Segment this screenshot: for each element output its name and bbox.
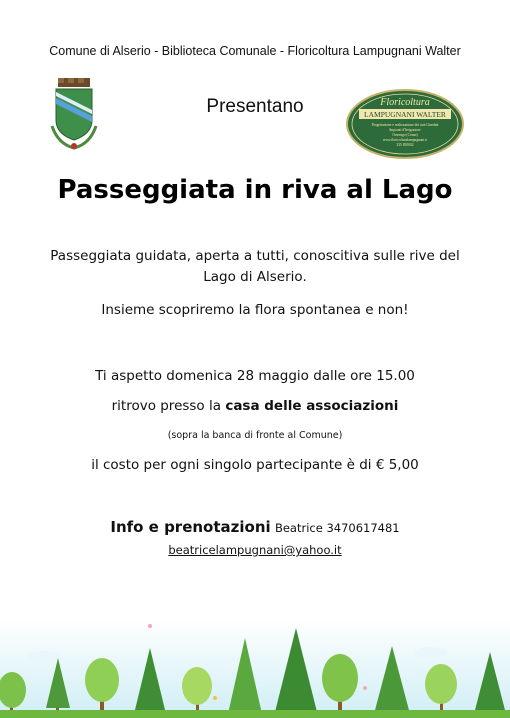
logo-line2: Impianti d'Irrigazione	[389, 128, 421, 132]
event-title: Passeggiata in riva al Lago	[57, 175, 453, 205]
event-cost: il costo per ogni singolo partecipante è di € 5,00	[91, 457, 419, 473]
meeting-line	[0, 396, 510, 417]
meeting-note: (sopra la banca di fronte al Comune)	[167, 430, 343, 441]
logo-brand-name: LAMPUGNANI WALTER	[364, 110, 446, 119]
organizers-line: Comune di Alserio - Biblioteca Comunale - Floricoltura Lampugnani Walter	[49, 44, 461, 58]
meeting-place: casa delle associazioni	[225, 398, 399, 414]
logo-line4: www.floricolturalampugnani.it	[382, 138, 428, 142]
contact-line	[0, 517, 510, 539]
event-description: Passeggiata guidata, aperta a tutti, conoscitiva sulle rive del Lago di Alserio.	[50, 248, 460, 285]
contact-person: Beatrice 3470617481	[274, 521, 400, 535]
event-tagline: Insieme scopriremo la flora spontanea e non!	[101, 302, 409, 318]
contact-email-link[interactable]: beatricelampugnani@yahoo.it	[168, 543, 342, 557]
event-when: Ti aspetto domenica 28 maggio dalle ore 15.00	[95, 368, 415, 384]
meeting-prefix: ritrovo presso la	[111, 398, 226, 414]
forest-illustration	[0, 618, 510, 718]
presents-label: Presentano	[206, 96, 304, 117]
logo-line1: Progettazione e realizzazione dei tuoi Giardini	[371, 123, 439, 127]
floricoltura-logo	[345, 88, 465, 160]
logo-brand-top: Floricoltura	[380, 97, 430, 108]
logo-line5: 335 850002	[396, 143, 414, 147]
email-line	[0, 540, 510, 561]
logo-line3: Orsenigo (Como)	[392, 133, 418, 137]
contact-label: Info e prenotazioni	[110, 518, 271, 536]
